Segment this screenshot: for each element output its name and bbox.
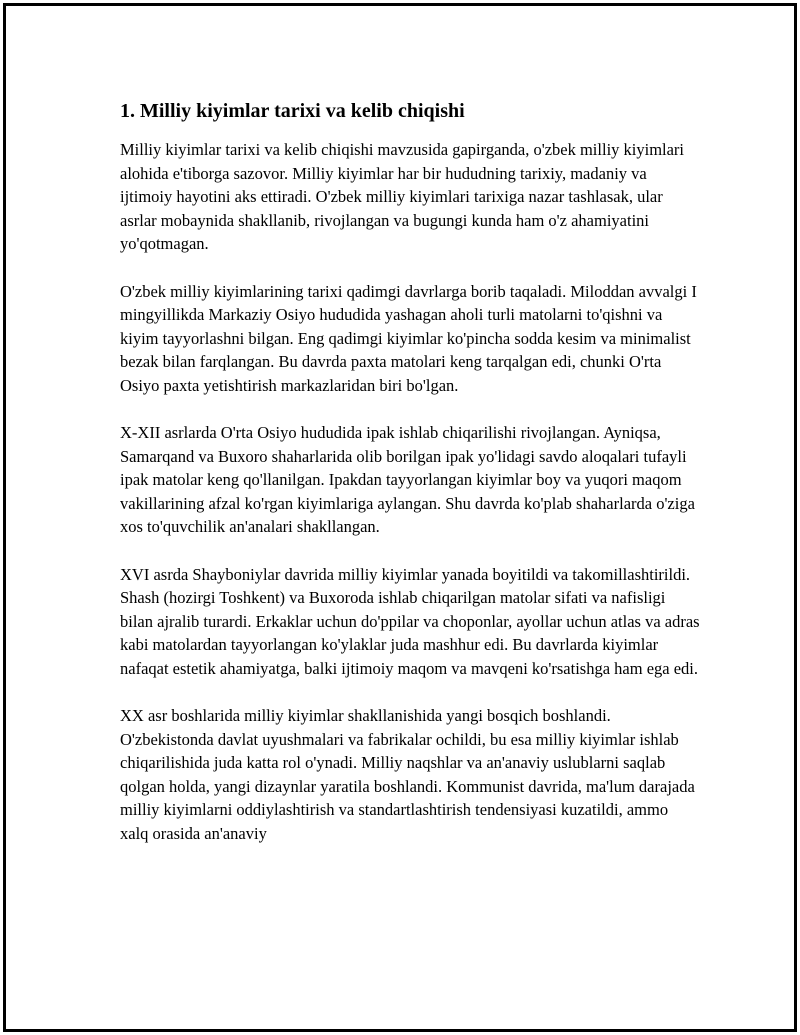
section-heading: 1. Milliy kiyimlar tarixi va kelib chiqishi (120, 100, 465, 122)
paragraph-1: Milliy kiyimlar tarixi va kelib chiqishi mavzusida gapirganda, o'zbek milliy kiyimlari alohida e'tiborga sazovor. Milliy kiyimlar har bir hududning tarixiy, madaniy va ijtimoiy hayotini aks ettiradi. O'zbek milliy kiyimlari tarixiga nazar tashlasak, ular asrlar mobaynida shakllanib, rivojlangan va bugungi kunda ham o'z ahamiyatini yo'qotmagan. (120, 140, 685, 253)
document-page (3, 3, 797, 1032)
paragraph-4: XVI asrda Shayboniylar davrida milliy kiyimlar yanada boyitildi va takomillashtirildi. Shash (hozirgi Toshkent) va Buxoroda ishlab chiqarilgan matolar sifati va nafisligi bilan ajralib turardi. Erkaklar uchun do'ppilar va choponlar, ayollar uchun atlas va adras kabi matolardan tayyorlangan ko'ylaklar juda mashhur edi. Bu davrlarda kiyimlar nafaqat estetik ahamiyatga, balki ijtimoiy maqom va mavqeni ko'rsatishga ham ega edi. (120, 564, 700, 678)
paragraph-3: X-XII asrlarda O'rta Osiyo hududida ipak ishlab chiqarilishi rivojlangan. Ayniqsa, Samarqand va Buxoro shaharlarida olib borilgan ipak yo'lidagi savdo aloqalari tufayli ipak matolar keng qo'llanilgan. Ipakdan tayyorlangan kiyimlar boy va yuqori maqom vakillarining afzal ko'rgan kiyimlariga aylangan. Shu davrda ko'plab shaharlarda o'ziga xos to'quvchilik an'analari shakllangan. (120, 423, 695, 536)
paragraph-2: O'zbek milliy kiyimlarining tarixi qadimgi davrlarga borib taqaladi. Miloddan avvalgi I mingyillikda Markaziy Osiyo hududida yashagan aholi turli matolarni to'qishni va kiyim tayyorlashni bilgan. Eng qadimgi kiyimlar ko'pincha sodda kesim va minimalist bezak bilan farqlangan. Bu davrda paxta matolari keng tarqalgan edi, chunki O'rta Osiyo paxta yetishtirish markazlaridan biri bo'lgan. (120, 281, 697, 395)
document-content (120, 98, 700, 869)
paragraph-5: XX asr boshlarida milliy kiyimlar shakllanishida yangi bosqich boshlandi. O'zbekistonda davlat uyushmalari va fabrikalar ochildi, bu esa milliy kiyimlar ishlab chiqarilishida juda katta rol o'ynadi. Milliy naqshlar va an'anaviy uslublarni saqlab qolgan holda, yangi dizaynlar yaratila boshlandi. Kommunist davrida, ma'lum darajada milliy kiyimlarni oddiylashtirish va standartlashtirish tendensiyasi kuzatildi, ammo xalq orasida an'anaviy (120, 706, 695, 843)
